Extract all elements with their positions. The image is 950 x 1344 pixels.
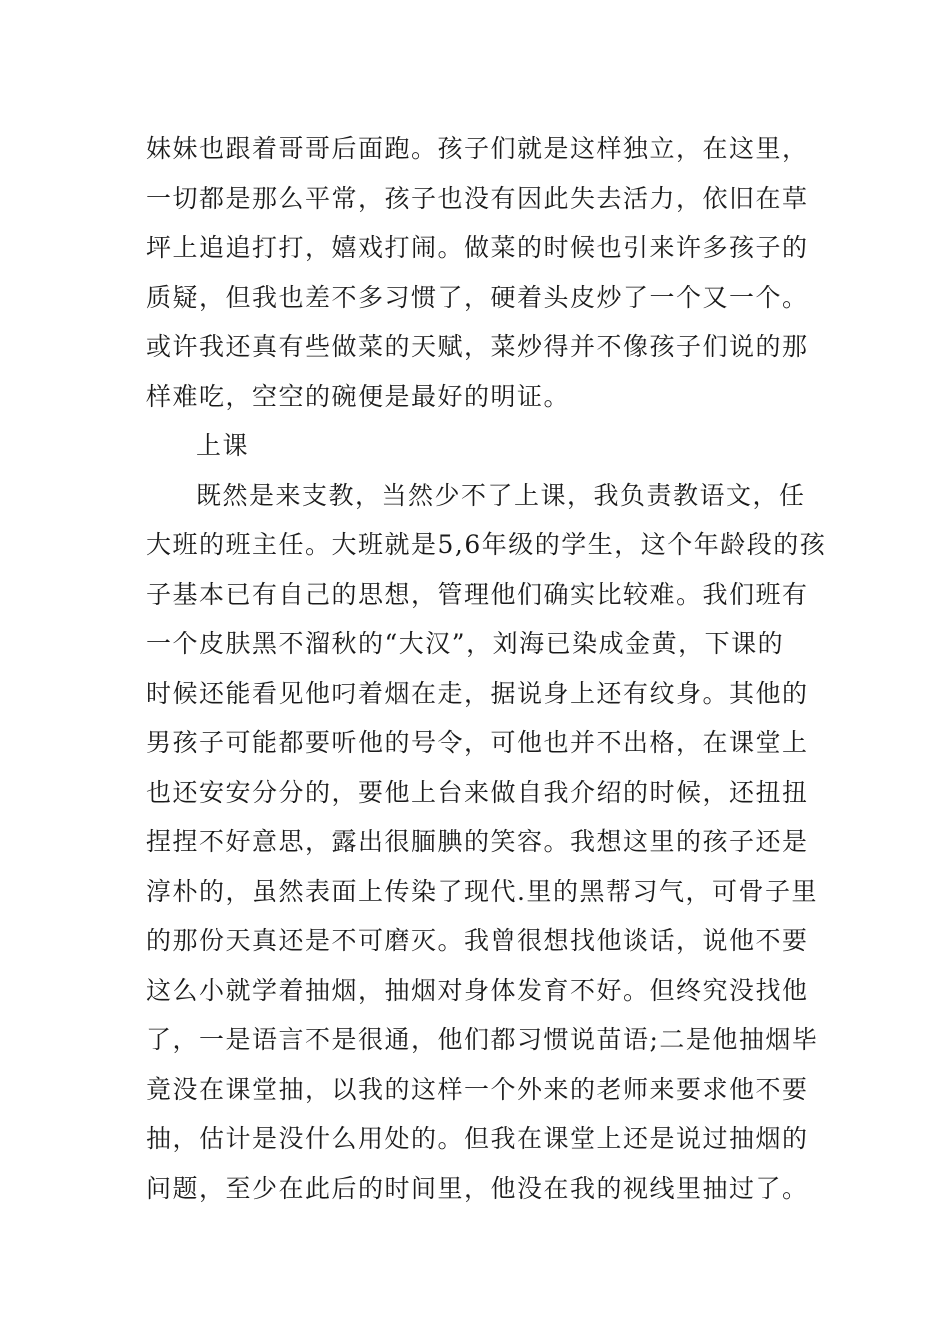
paragraph-line: 也还安安分分的，要他上台来做自我介绍的时候，还扭扭 bbox=[146, 777, 809, 807]
paragraph-line: 抽，估计是没什么用处的。但我在课堂上还是说过抽烟的 bbox=[146, 1124, 809, 1153]
paragraph-line: 质疑，但我也差不多习惯了，硬着头皮炒了一个又一个。 bbox=[146, 282, 809, 312]
continued-paragraph bbox=[146, 124, 827, 1213]
paragraph-line: 时候还能看见他叼着烟在走，据说身上还有纹身。其他的 bbox=[146, 678, 809, 708]
paragraph-line: 这么小就学着抽烟，抽烟对身体发育不好。但终究没找他 bbox=[146, 975, 809, 1005]
paragraph-line: 妹妹也跟着哥哥后面跑。孩子们就是这样独立，在这里， bbox=[146, 134, 809, 163]
paragraph-line: 大班的班主任。大班就是5,6年级的学生，这个年龄段的孩 bbox=[146, 530, 827, 559]
paragraph-line: 子基本已有自己的思想，管理他们确实比较难。我们班有 bbox=[146, 579, 809, 609]
paragraph-line: 一切都是那么平常，孩子也没有因此失去活力，依旧在草 bbox=[146, 183, 809, 213]
paragraph-line: 问题，至少在此后的时间里，他没在我的视线里抽过了。 bbox=[146, 1173, 809, 1203]
paragraph-line: 淳朴的，虽然表面上传染了现代.里的黑帮习气，可骨子里 bbox=[146, 876, 818, 906]
paragraph-line: 了，一是语言不是很通，他们都习惯说苗语;二是他抽烟毕 bbox=[146, 1025, 819, 1054]
paragraph-line: 竟没在课堂抽，以我的这样一个外来的老师来要求他不要 bbox=[146, 1074, 809, 1104]
paragraph-line: 捏捏不好意思，露出很腼腆的笑容。我想这里的孩子还是 bbox=[146, 827, 809, 856]
paragraph-line: 一个皮肤黑不溜秋的“大汉”，刘海已染成金黄，下课的 bbox=[146, 629, 785, 658]
section-heading: 上课 bbox=[196, 431, 250, 460]
paragraph-line: 坪上追追打打，嬉戏打闹。做菜的时候也引来许多孩子的 bbox=[146, 233, 809, 262]
paragraph-line: 样难吃，空空的碗便是最好的明证。 bbox=[146, 381, 571, 411]
paragraph-line: 既然是来支教，当然少不了上课，我负责教语文，任 bbox=[196, 480, 806, 510]
paragraph-line: 或许我还真有些做菜的天赋，菜炒得并不像孩子们说的那 bbox=[146, 332, 809, 361]
paragraph-line: 男孩子可能都要听他的号令，可他也并不出格，在课堂上 bbox=[146, 728, 809, 757]
paragraph-line: 的那份天真还是不可磨灭。我曾很想找他谈话，说他不要 bbox=[146, 926, 809, 955]
